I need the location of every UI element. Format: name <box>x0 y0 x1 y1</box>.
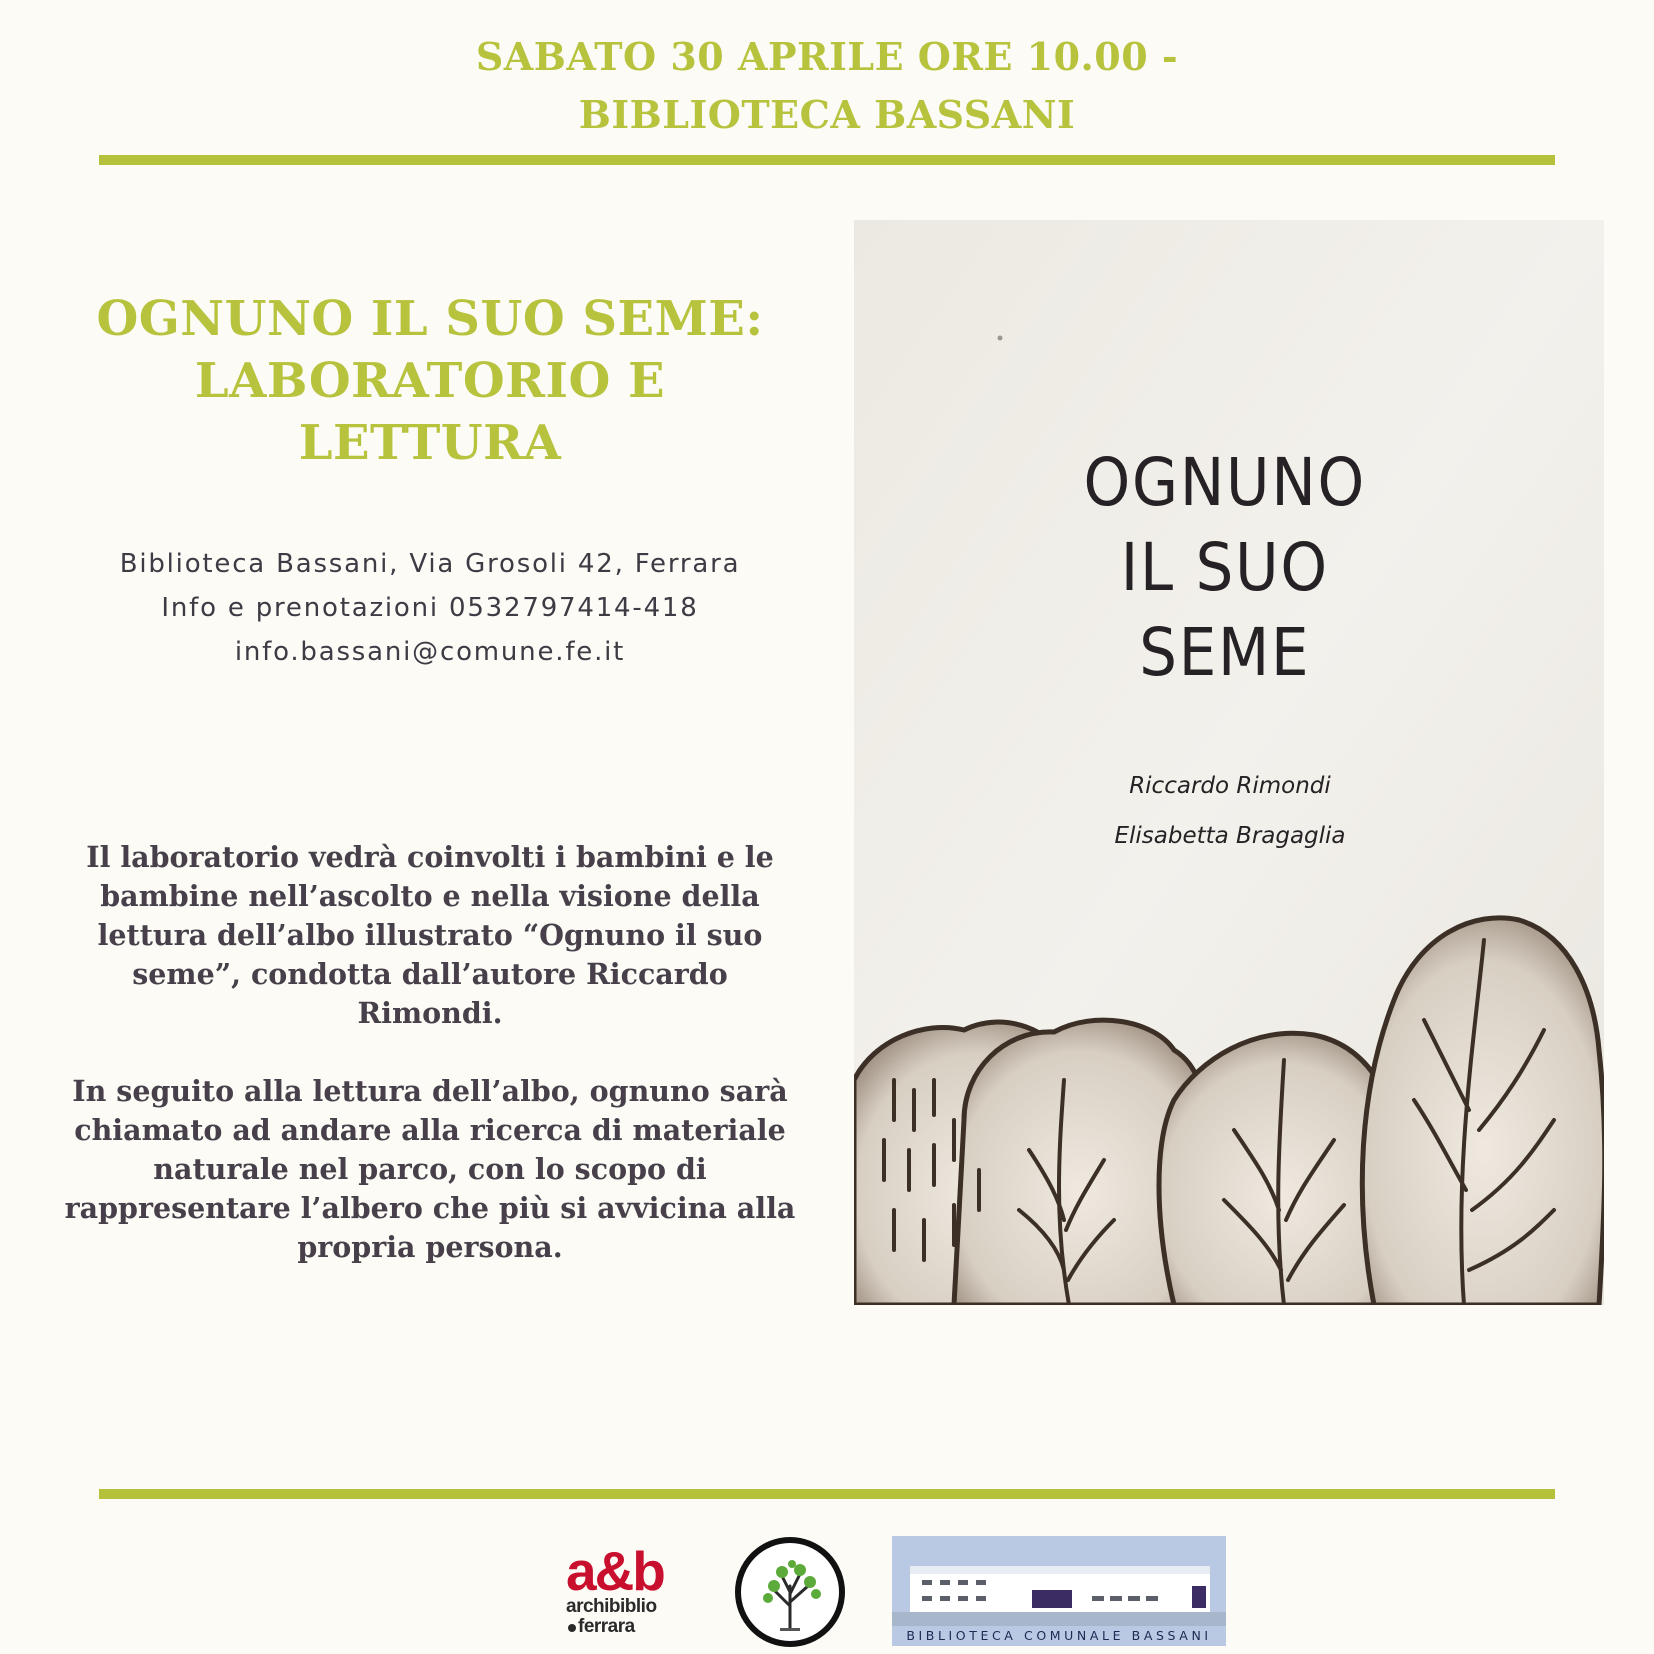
paper-speck <box>998 336 1003 341</box>
library-name: BIBLIOTECA COMUNALE BASSANI <box>906 1628 1212 1643</box>
top-divider <box>99 155 1555 165</box>
cover-author: Riccardo Rimondi <box>1129 773 1331 799</box>
contact-phone: Info e prenotazioni 0532797414-418 <box>161 593 699 623</box>
cover-illustrator: Elisabetta Bragaglia <box>1114 823 1346 849</box>
archibiblio-name: archibiblio <box>566 1596 657 1617</box>
cover-title-line: IL SUO <box>1120 529 1329 606</box>
cover-title-line: OGNUNO <box>1083 444 1367 521</box>
event-venue-line: BIBLIOTECA BASSANI <box>578 92 1076 137</box>
contact-info <box>60 542 800 674</box>
event-title <box>60 288 800 474</box>
event-title-line: LABORATORIO E <box>194 353 666 409</box>
archibiblio-logo <box>566 1540 676 1640</box>
archibiblio-city <box>566 1617 676 1637</box>
contact-email: info.bassani@comune.fe.it <box>234 637 626 667</box>
event-date-line: SABATO 30 APRILE ORE 10.00 - <box>475 34 1179 79</box>
bottom-divider <box>99 1489 1555 1499</box>
book-cover-image <box>854 220 1604 1305</box>
contact-address: Biblioteca Bassani, Via Grosoli 42, Ferrara <box>119 549 741 579</box>
description-paragraph: In seguito alla lettura dell’albo, ognuno sarà chiamato ad andare alla ricerca di materiale naturale nel parco, con lo scopo di rappresentare l’albero che più si avvicina alla propria persona. <box>64 1074 796 1264</box>
event-title-line: LETTURA <box>298 415 562 471</box>
description-paragraph: Il laboratorio vedrà coinvolti i bambini e le bambine nell’ascolto e nella visione della lettura dell’albo illustrato “Ognuno il suo seme”, condotta dall’autore Riccardo Rimondi. <box>86 840 774 1030</box>
archibiblio-mark: a&b <box>566 1540 664 1602</box>
event-date-header <box>0 28 1654 144</box>
event-description <box>60 838 800 1267</box>
archibiblio-city-text: ferrara <box>578 1616 635 1637</box>
tree-circle-logo <box>734 1536 846 1648</box>
archibiblio-dot-icon <box>568 1624 576 1632</box>
event-title-line: OGNUNO IL SUO SEME: <box>96 291 764 347</box>
cover-title-line: SEME <box>1139 614 1311 691</box>
biblioteca-bassani-logo <box>892 1536 1226 1646</box>
